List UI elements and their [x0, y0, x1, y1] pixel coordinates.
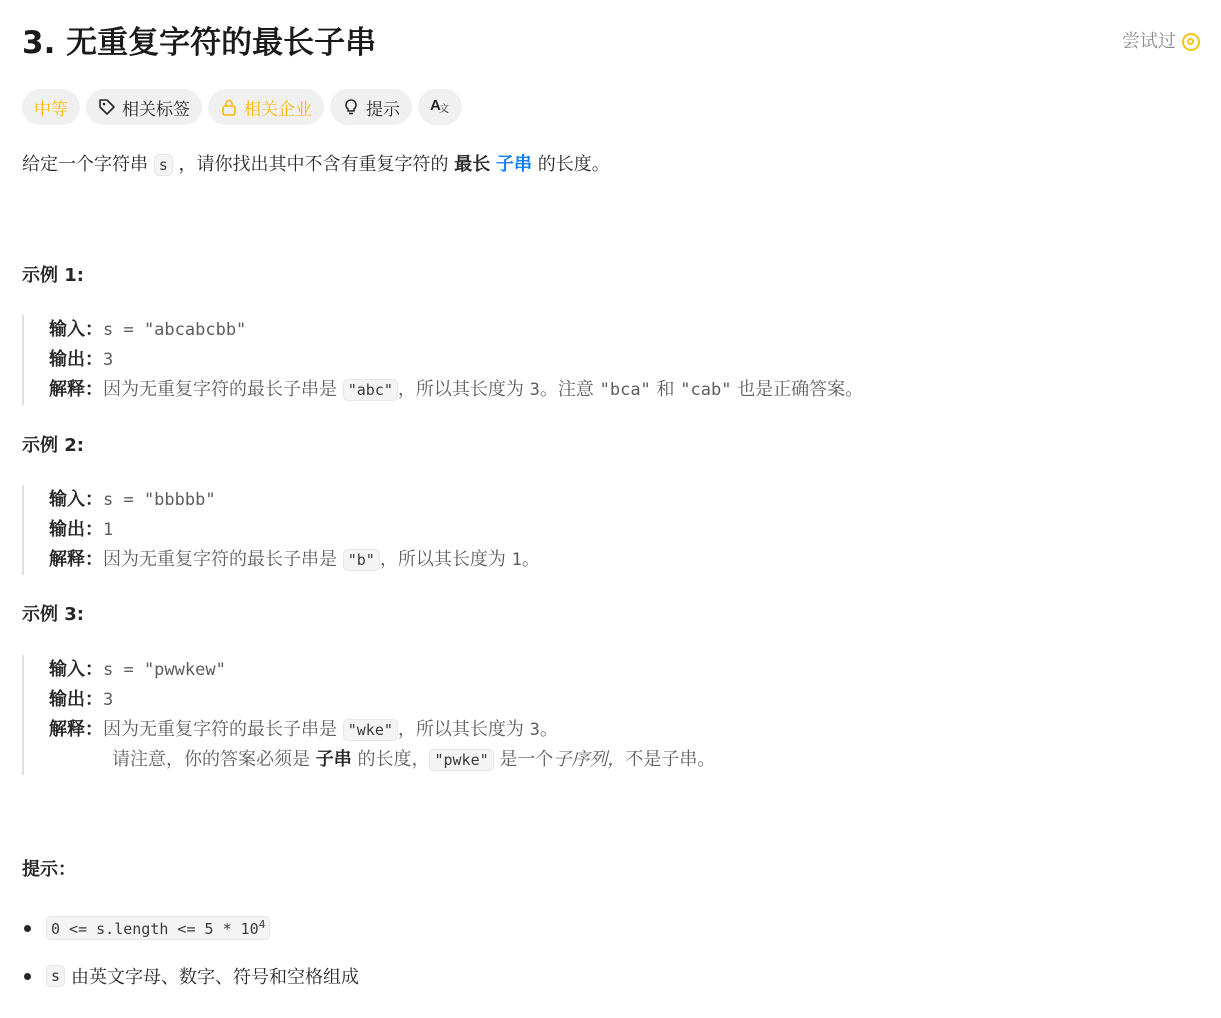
- example-1-title: 示例 1:: [22, 265, 84, 286]
- note-italic: 子序列，: [553, 749, 626, 770]
- constraint-code: 0 <= s.length <= 5 * 10: [51, 920, 259, 938]
- explain-number: 1: [511, 550, 522, 570]
- note-text: 是一个: [499, 749, 554, 770]
- explain-text: 和: [656, 379, 675, 400]
- inline-code: "pwke": [429, 749, 493, 771]
- constraints-list: [22, 910, 359, 1006]
- explain-number: 3: [529, 720, 540, 740]
- desc-text: ，请你找出其中不含有重复字符的: [178, 154, 449, 175]
- inline-code: "abc": [343, 379, 398, 401]
- tag-icon: [98, 98, 116, 116]
- explain-key: 解释：: [49, 549, 103, 570]
- related-tags-button[interactable]: [86, 89, 202, 125]
- example-3-title: 示例 3:: [22, 604, 84, 625]
- difficulty-tag[interactable]: [22, 89, 80, 125]
- explain-quote: "cab": [680, 380, 732, 400]
- explain-key: 解释：: [49, 379, 103, 400]
- example-note: [49, 745, 715, 775]
- desc-text: 的长度。: [537, 154, 610, 175]
- example-output: [49, 685, 715, 715]
- svg-text:文: 文: [439, 103, 449, 114]
- explain-text: 。: [539, 719, 558, 740]
- inline-code: s: [154, 154, 173, 176]
- example-3-block: [22, 655, 715, 775]
- explain-number: 3: [529, 380, 540, 400]
- output-value: 1: [103, 520, 114, 540]
- problem-title: 3. 无重复字符的最长子串: [22, 25, 377, 61]
- example-explanation: [49, 545, 540, 575]
- substring-link[interactable]: 子串: [495, 154, 532, 175]
- input-key: 输入：: [49, 659, 103, 680]
- output-key: 输出：: [49, 519, 103, 540]
- problem-description: [22, 150, 610, 180]
- desc-text: 给定一个字符串: [22, 154, 148, 175]
- tried-label: 尝试过: [1122, 31, 1176, 52]
- explain-text: ，所以其长度为: [397, 379, 524, 400]
- hint-label: 提示: [366, 99, 400, 120]
- example-2-title: 示例 2:: [22, 435, 84, 456]
- explain-text: 因为无重复字符的最长子串是: [103, 549, 337, 570]
- translate-button[interactable]: [418, 89, 462, 125]
- inline-code: [46, 916, 270, 940]
- tag-bar: [22, 89, 462, 125]
- input-key: 输入：: [49, 319, 103, 340]
- constraint-text: 由英文字母、数字、符号和空格组成: [71, 967, 360, 988]
- explain-text: 因为无重复字符的最长子串是: [103, 719, 337, 740]
- explain-text: ，所以其长度为: [397, 719, 524, 740]
- example-explanation: [49, 715, 715, 745]
- list-item: [22, 958, 359, 994]
- title-row: [22, 20, 1200, 66]
- output-value: 3: [103, 350, 114, 370]
- example-output: [49, 515, 540, 545]
- example-output: [49, 345, 863, 375]
- note-text: 的长度，: [357, 749, 430, 770]
- lightbulb-icon: [342, 98, 360, 116]
- related-tags-label: 相关标签: [122, 99, 190, 120]
- attempted-icon: [1182, 33, 1200, 51]
- tried-status: [1122, 29, 1200, 55]
- constraints-title: 提示：: [22, 859, 76, 880]
- list-item: [22, 910, 359, 946]
- explain-text: 。: [521, 549, 540, 570]
- translate-icon: [430, 96, 450, 119]
- inline-code: "wke": [343, 719, 398, 741]
- example-1-block: [22, 315, 863, 405]
- explain-text: 。注意: [539, 379, 594, 400]
- example-input: [49, 655, 715, 685]
- input-value: s = "abcabcbb": [103, 320, 247, 340]
- desc-bold: 最长: [454, 154, 491, 175]
- difficulty-label: 中等: [34, 99, 68, 120]
- example-explanation: [49, 375, 863, 405]
- output-key: 输出：: [49, 689, 103, 710]
- note-bold: 子串: [315, 749, 352, 770]
- related-companies-label: 相关企业: [244, 99, 312, 120]
- note-text: 不是子串。: [625, 749, 716, 770]
- input-key: 输入：: [49, 489, 103, 510]
- svg-text:A: A: [430, 96, 441, 114]
- related-companies-button[interactable]: [208, 89, 324, 125]
- hint-button[interactable]: [330, 89, 412, 125]
- input-value: s = "bbbbb": [103, 490, 216, 510]
- example-input: [49, 315, 863, 345]
- explain-quote: "bca": [599, 380, 651, 400]
- explain-text: ，所以其长度为: [379, 549, 506, 570]
- output-key: 输出：: [49, 349, 103, 370]
- note-text: 请注意，你的答案必须是: [112, 749, 310, 770]
- explain-text: 因为无重复字符的最长子串是: [103, 379, 337, 400]
- example-input: [49, 485, 540, 515]
- lock-icon: [220, 98, 238, 116]
- inline-code: "b": [343, 549, 380, 571]
- constraint-exponent: 4: [258, 918, 266, 931]
- output-value: 3: [103, 690, 114, 710]
- inline-code: s: [46, 965, 65, 987]
- input-value: s = "pwwkew": [103, 660, 226, 680]
- example-2-block: [22, 485, 540, 575]
- explain-text: 也是正确答案。: [737, 379, 864, 400]
- explain-key: 解释：: [49, 719, 103, 740]
